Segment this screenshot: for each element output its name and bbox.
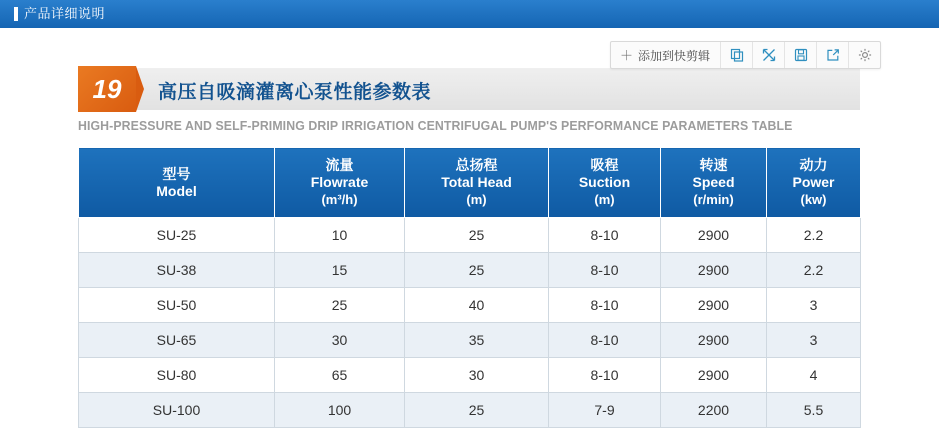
column-header-total-head: 总扬程 Total Head (m)	[405, 148, 549, 218]
column-header-flowrate: 流量 Flowrate (m³/h)	[275, 148, 405, 218]
cell-power: 3	[767, 323, 861, 358]
content-area	[0, 28, 939, 432]
floating-toolbar[interactable]	[610, 41, 881, 69]
cell-speed: 2900	[661, 358, 767, 393]
cell-model: SU-80	[79, 358, 275, 393]
cell-power: 5.5	[767, 393, 861, 428]
add-to-clip-label: 添加到快剪辑	[637, 48, 710, 63]
cell-total-head: 40	[405, 288, 549, 323]
table-row	[79, 393, 861, 428]
cell-power: 2.2	[767, 218, 861, 253]
column-header-speed: 转速 Speed (r/min)	[661, 148, 767, 218]
specifications-table	[78, 147, 861, 428]
copy-icon[interactable]	[720, 42, 752, 68]
cell-suction: 8-10	[549, 358, 661, 393]
expand-icon[interactable]	[752, 42, 784, 68]
cell-total-head: 30	[405, 358, 549, 393]
save-icon[interactable]	[784, 42, 816, 68]
cell-model: SU-100	[79, 393, 275, 428]
table-row	[79, 323, 861, 358]
cell-flowrate: 100	[275, 393, 405, 428]
page-header	[0, 0, 939, 28]
cell-total-head: 25	[405, 393, 549, 428]
cell-flowrate: 30	[275, 323, 405, 358]
section-title-band	[78, 68, 860, 110]
left-margin	[0, 28, 15, 432]
column-header-suction: 吸程 Suction (m)	[549, 148, 661, 218]
header-accent-bar	[14, 7, 18, 21]
cell-speed: 2900	[661, 288, 767, 323]
cell-power: 2.2	[767, 253, 861, 288]
section-number-badge: 19	[78, 66, 136, 112]
cell-suction: 8-10	[549, 288, 661, 323]
cell-total-head: 25	[405, 218, 549, 253]
cell-model: SU-38	[79, 253, 275, 288]
cell-suction: 8-10	[549, 253, 661, 288]
column-header-power: 动力 Power (kw)	[767, 148, 861, 218]
right-margin	[921, 28, 939, 432]
table-row	[79, 358, 861, 393]
share-icon[interactable]	[816, 42, 848, 68]
plus-icon: ＋	[619, 47, 633, 63]
cell-model: SU-50	[79, 288, 275, 323]
cell-speed: 2900	[661, 253, 767, 288]
cell-flowrate: 65	[275, 358, 405, 393]
column-header-model: 型号 Model	[79, 148, 275, 218]
add-to-clip-button[interactable]	[611, 42, 720, 68]
section-title-chinese: 高压自吸滴灌离心泵性能参数表	[158, 82, 432, 103]
cell-flowrate: 25	[275, 288, 405, 323]
page-title: 产品详细说明	[24, 6, 106, 21]
cell-total-head: 25	[405, 253, 549, 288]
cell-model: SU-65	[79, 323, 275, 358]
cell-flowrate: 10	[275, 218, 405, 253]
cell-speed: 2900	[661, 218, 767, 253]
cell-suction: 7-9	[549, 393, 661, 428]
cell-total-head: 35	[405, 323, 549, 358]
cell-speed: 2200	[661, 393, 767, 428]
cell-power: 3	[767, 288, 861, 323]
cell-flowrate: 15	[275, 253, 405, 288]
spec-document	[78, 68, 860, 428]
table-header-row	[79, 148, 861, 218]
gear-icon[interactable]	[848, 42, 880, 68]
cell-speed: 2900	[661, 323, 767, 358]
table-row	[79, 288, 861, 323]
cell-suction: 8-10	[549, 323, 661, 358]
cell-model: SU-25	[79, 218, 275, 253]
section-title-english: HIGH-PRESSURE AND SELF-PRIMING DRIP IRRIGATION CENTRIFUGAL PUMP'S PERFORMANCE PARAMETERS TABLE	[78, 119, 793, 133]
table-row	[79, 218, 861, 253]
table-row	[79, 253, 861, 288]
cell-suction: 8-10	[549, 218, 661, 253]
cell-power: 4	[767, 358, 861, 393]
